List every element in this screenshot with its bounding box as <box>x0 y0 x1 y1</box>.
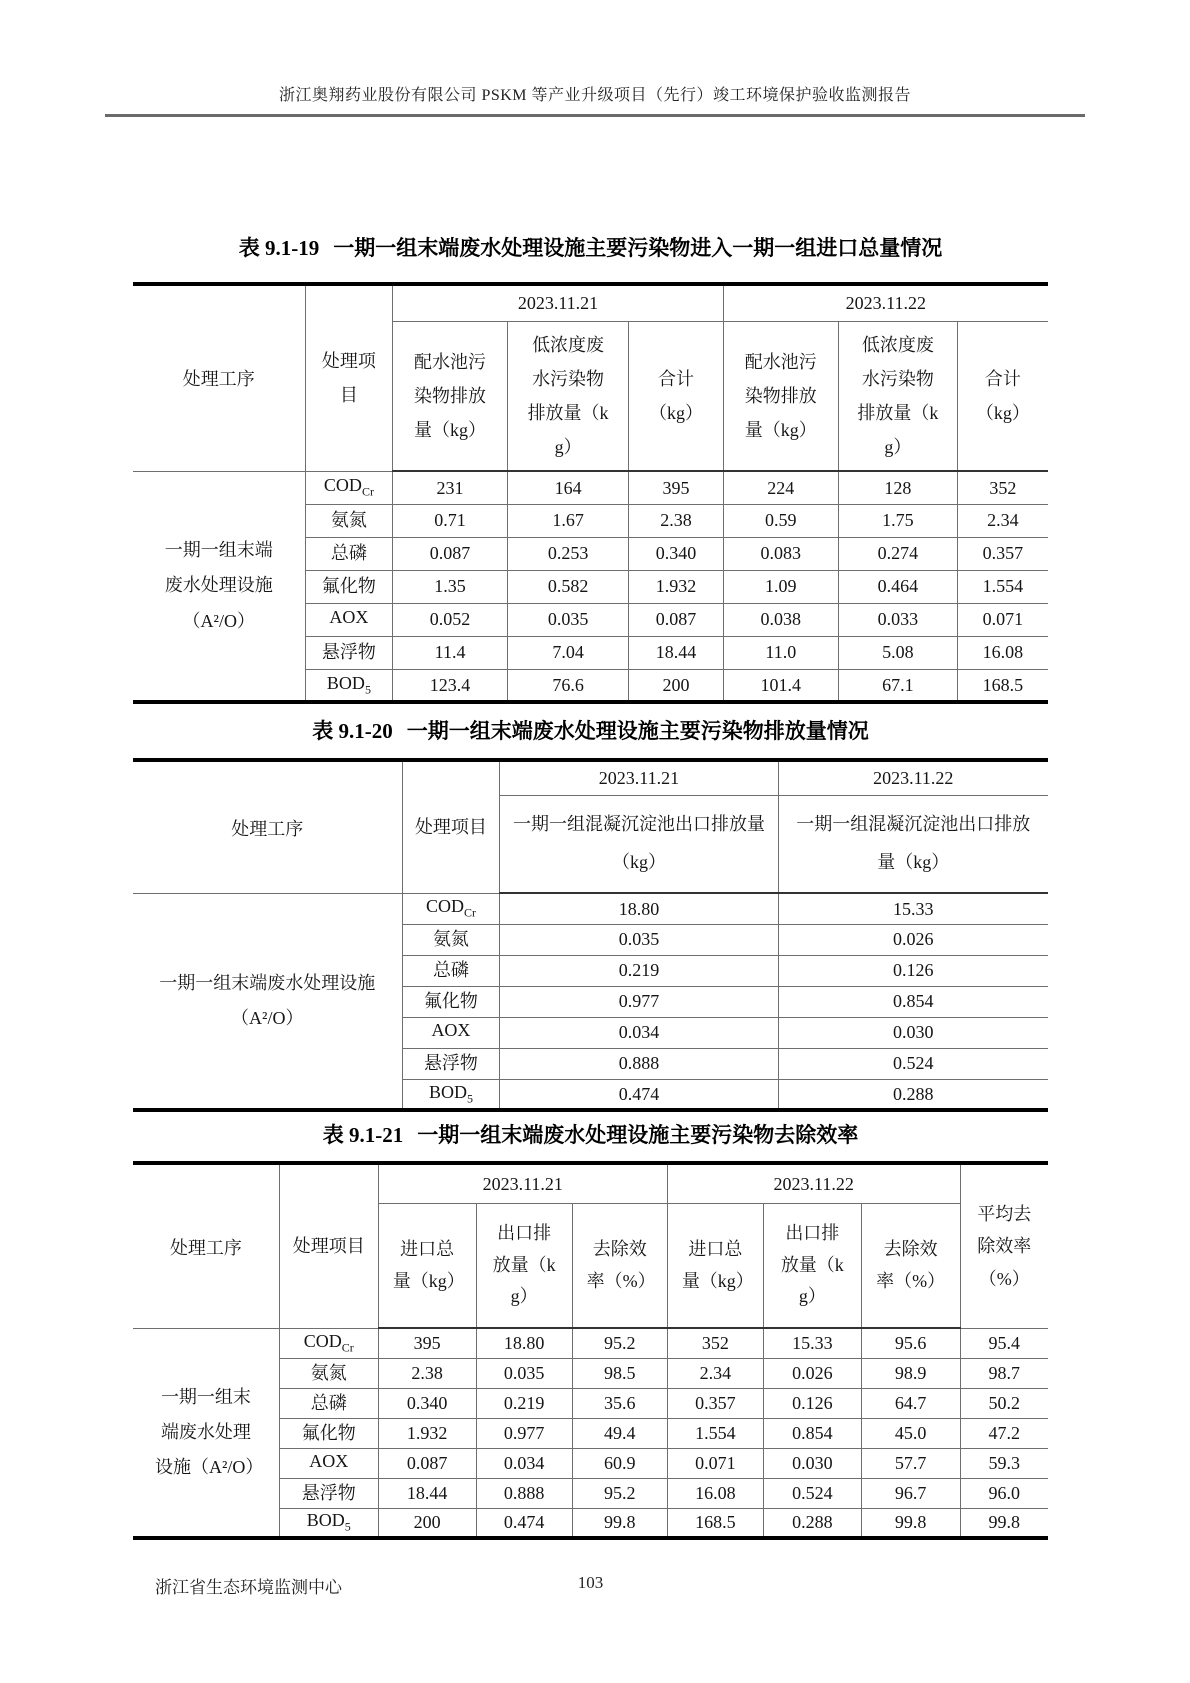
value-cell: 395 <box>629 471 723 504</box>
pollutant-label: COD <box>323 475 362 496</box>
value-cell: 0.034 <box>476 1448 572 1478</box>
value-cell: 18.80 <box>476 1328 572 1358</box>
table-row <box>133 893 1048 924</box>
value-cell: 0.340 <box>629 537 723 570</box>
pollutant-name <box>279 1388 378 1418</box>
header-outlet-discharge-d2: 一期一组混凝沉淀池出口排放量（kg） <box>778 795 1048 893</box>
value-cell: 16.08 <box>957 636 1048 669</box>
pollutant-label: 悬浮物 <box>423 1053 478 1074</box>
value-cell: 64.7 <box>861 1388 960 1418</box>
header-item: 处理项目 <box>279 1163 378 1328</box>
value-cell: 2.38 <box>629 504 723 537</box>
pollutant-subscript: Cr <box>341 1340 354 1355</box>
value-cell: 16.08 <box>667 1478 763 1508</box>
value-cell: 98.5 <box>572 1358 667 1388</box>
value-cell: 0.71 <box>393 504 507 537</box>
pollutant-label: 总磷 <box>310 1392 347 1413</box>
header-date1: 2023.11.21 <box>500 760 778 795</box>
value-cell: 96.7 <box>861 1478 960 1508</box>
table2-title-label: 表 9.1-20 <box>312 719 393 744</box>
value-cell: 96.0 <box>960 1478 1048 1508</box>
value-cell: 352 <box>957 471 1048 504</box>
value-cell: 1.75 <box>838 504 957 537</box>
value-cell: 95.4 <box>960 1328 1048 1358</box>
value-cell: 76.6 <box>507 669 629 702</box>
value-cell: 99.8 <box>572 1508 667 1538</box>
value-cell: 0.888 <box>476 1478 572 1508</box>
value-cell: 0.524 <box>778 1048 1048 1079</box>
value-cell: 0.253 <box>507 537 629 570</box>
value-cell: 0.035 <box>507 603 629 636</box>
value-cell: 0.219 <box>500 955 778 986</box>
value-cell: 35.6 <box>572 1388 667 1418</box>
header-outlet-discharge-d1: 出口排放量（kg） <box>476 1203 572 1328</box>
header-total-d1: 合计（kg） <box>629 321 723 471</box>
value-cell: 7.04 <box>507 636 629 669</box>
table2-body <box>133 893 1048 1110</box>
header-date1: 2023.11.21 <box>378 1163 667 1203</box>
pollutant-label: BOD <box>326 672 365 693</box>
pollutant-subscript: 5 <box>466 1091 473 1106</box>
page-header <box>0 0 1190 117</box>
value-cell: 0.274 <box>838 537 957 570</box>
pollutant-name <box>279 1508 378 1538</box>
value-cell: 99.8 <box>960 1508 1048 1538</box>
value-cell: 200 <box>378 1508 476 1538</box>
value-cell: 0.288 <box>778 1079 1048 1110</box>
table2-title <box>133 718 1048 744</box>
pollutant-label: 氨氮 <box>310 1362 347 1383</box>
page-footer <box>133 1573 1048 1597</box>
table1-title-label: 表 9.1-19 <box>238 236 320 260</box>
pollutant-label: 氨氮 <box>330 510 367 531</box>
pollutant-label: AOX <box>431 1020 471 1041</box>
pollutant-name <box>279 1328 378 1358</box>
value-cell: 128 <box>838 471 957 504</box>
value-cell: 0.083 <box>723 537 838 570</box>
table-inlet-totals <box>133 282 1048 704</box>
value-cell: 1.09 <box>723 570 838 603</box>
header-removal-rate-d2: 去除效率（%） <box>861 1203 960 1328</box>
value-cell: 0.087 <box>393 537 507 570</box>
header-item: 处理项目 <box>305 284 393 471</box>
value-cell: 15.33 <box>778 893 1048 924</box>
pollutant-name <box>305 471 393 504</box>
value-cell: 11.4 <box>393 636 507 669</box>
value-cell: 101.4 <box>723 669 838 702</box>
value-cell: 168.5 <box>667 1508 763 1538</box>
pollutant-subscript: 5 <box>344 1519 351 1534</box>
table-discharge-amounts <box>133 758 1048 1112</box>
table2-date-row <box>133 760 1048 795</box>
value-cell: 0.464 <box>838 570 957 603</box>
value-cell: 0.357 <box>667 1388 763 1418</box>
pollutant-label: 氟化物 <box>301 1422 356 1443</box>
value-cell: 0.357 <box>957 537 1048 570</box>
value-cell: 0.071 <box>957 603 1048 636</box>
table3-date-row <box>133 1163 1048 1203</box>
value-cell: 98.7 <box>960 1358 1048 1388</box>
value-cell: 5.08 <box>838 636 957 669</box>
header-distribution-pool-d2: 配水池污染物排放量（kg） <box>723 321 838 471</box>
value-cell: 0.026 <box>763 1358 861 1388</box>
page-content <box>133 235 1048 1540</box>
pollutant-name <box>402 924 500 955</box>
value-cell: 57.7 <box>861 1448 960 1478</box>
value-cell: 0.474 <box>500 1079 778 1110</box>
value-cell: 0.030 <box>763 1448 861 1478</box>
header-distribution-pool-d1: 配水池污染物排放量（kg） <box>393 321 507 471</box>
value-cell: 11.0 <box>723 636 838 669</box>
header-date2: 2023.11.22 <box>723 284 1048 321</box>
value-cell: 0.071 <box>667 1448 763 1478</box>
value-cell: 0.219 <box>476 1388 572 1418</box>
value-cell: 0.977 <box>476 1418 572 1448</box>
value-cell: 0.524 <box>763 1478 861 1508</box>
report-title: 浙江奥翔药业股份有限公司 PSKM 等产业升级项目（先行）竣工环境保护验收监测报告 <box>278 87 912 104</box>
table3-title-label: 表 9.1-21 <box>322 1123 404 1148</box>
value-cell: 67.1 <box>838 669 957 702</box>
table-removal-efficiency <box>133 1161 1048 1540</box>
value-cell: 95.2 <box>572 1478 667 1508</box>
value-cell: 0.038 <box>723 603 838 636</box>
value-cell: 0.977 <box>500 986 778 1017</box>
footer-organization: 浙江省生态环境监测中心 <box>155 1578 342 1598</box>
pollutant-name <box>305 537 393 570</box>
value-cell: 0.087 <box>378 1448 476 1478</box>
value-cell: 0.854 <box>778 986 1048 1017</box>
pollutant-label: 总磷 <box>432 960 469 981</box>
process-label: 一期一组末端废水处理设施（A²/O） <box>133 471 305 702</box>
pollutant-subscript: Cr <box>361 485 374 500</box>
pollutant-name <box>305 570 393 603</box>
pollutant-label: 氟化物 <box>423 991 478 1012</box>
table3-title <box>133 1122 1048 1148</box>
header-divider <box>105 114 1085 117</box>
pollutant-subscript: 5 <box>364 682 371 697</box>
header-process: 处理工序 <box>133 284 305 471</box>
value-cell: 0.59 <box>723 504 838 537</box>
value-cell: 18.80 <box>500 893 778 924</box>
table-row <box>133 1328 1048 1358</box>
pollutant-label: AOX <box>329 607 369 628</box>
value-cell: 231 <box>393 471 507 504</box>
value-cell: 200 <box>629 669 723 702</box>
value-cell: 2.34 <box>667 1358 763 1388</box>
value-cell: 0.034 <box>500 1017 778 1048</box>
value-cell: 0.035 <box>476 1358 572 1388</box>
value-cell: 164 <box>507 471 629 504</box>
pollutant-name <box>402 1079 500 1110</box>
pollutant-label: BOD <box>428 1081 467 1102</box>
value-cell: 0.888 <box>500 1048 778 1079</box>
table1-title <box>133 235 1048 261</box>
value-cell: 0.052 <box>393 603 507 636</box>
value-cell: 2.38 <box>378 1358 476 1388</box>
value-cell: 0.474 <box>476 1508 572 1538</box>
pollutant-name <box>402 1048 500 1079</box>
pollutant-label: COD <box>303 1330 342 1351</box>
header-process: 处理工序 <box>133 1163 279 1328</box>
value-cell: 99.8 <box>861 1508 960 1538</box>
value-cell: 1.35 <box>393 570 507 603</box>
process-label: 一期一组末端废水处理设施（A²/O） <box>133 893 402 1110</box>
header-inlet-total-d2: 进口总量（kg） <box>667 1203 763 1328</box>
header-total-d2: 合计（kg） <box>957 321 1048 471</box>
value-cell: 1.932 <box>378 1418 476 1448</box>
table1-body <box>133 471 1048 702</box>
header-date1: 2023.11.21 <box>393 284 723 321</box>
value-cell: 1.67 <box>507 504 629 537</box>
value-cell: 123.4 <box>393 669 507 702</box>
pollutant-label: 悬浮物 <box>301 1482 356 1503</box>
value-cell: 0.126 <box>778 955 1048 986</box>
pollutant-name <box>402 893 500 924</box>
header-average-removal: 平均去除效率（%） <box>960 1163 1048 1328</box>
pollutant-label: COD <box>425 896 464 917</box>
value-cell: 0.854 <box>763 1418 861 1448</box>
pollutant-label: 氨氮 <box>432 929 469 950</box>
pollutant-label: 悬浮物 <box>321 642 376 663</box>
pollutant-name <box>279 1478 378 1508</box>
header-low-concentration-d1: 低浓度废水污染物排放量（kg） <box>507 321 629 471</box>
header-process: 处理工序 <box>133 760 402 893</box>
page-number: 103 <box>577 1573 604 1593</box>
value-cell: 0.087 <box>629 603 723 636</box>
header-item: 处理项目 <box>402 760 500 893</box>
header-inlet-total-d1: 进口总量（kg） <box>378 1203 476 1328</box>
value-cell: 95.2 <box>572 1328 667 1358</box>
value-cell: 0.033 <box>838 603 957 636</box>
pollutant-name <box>279 1358 378 1388</box>
header-outlet-discharge-d1: 一期一组混凝沉淀池出口排放量（kg） <box>500 795 778 893</box>
value-cell: 59.3 <box>960 1448 1048 1478</box>
pollutant-name <box>279 1418 378 1448</box>
header-outlet-discharge-d2: 出口排放量（kg） <box>763 1203 861 1328</box>
process-label: 一期一组末端废水处理设施（A²/O） <box>133 1328 279 1538</box>
value-cell: 1.554 <box>957 570 1048 603</box>
value-cell: 47.2 <box>960 1418 1048 1448</box>
value-cell: 0.126 <box>763 1388 861 1418</box>
table-row <box>133 471 1048 504</box>
table3-title-text: 一期一组末端废水处理设施主要污染物去除效率 <box>417 1123 859 1148</box>
value-cell: 224 <box>723 471 838 504</box>
value-cell: 1.554 <box>667 1418 763 1448</box>
value-cell: 18.44 <box>378 1478 476 1508</box>
value-cell: 2.34 <box>957 504 1048 537</box>
value-cell: 352 <box>667 1328 763 1358</box>
value-cell: 395 <box>378 1328 476 1358</box>
pollutant-name <box>402 986 500 1017</box>
value-cell: 45.0 <box>861 1418 960 1448</box>
value-cell: 50.2 <box>960 1388 1048 1418</box>
value-cell: 0.030 <box>778 1017 1048 1048</box>
value-cell: 0.288 <box>763 1508 861 1538</box>
value-cell: 1.932 <box>629 570 723 603</box>
value-cell: 168.5 <box>957 669 1048 702</box>
pollutant-name <box>402 955 500 986</box>
value-cell: 0.035 <box>500 924 778 955</box>
header-low-concentration-d2: 低浓度废水污染物排放量（kg） <box>838 321 957 471</box>
pollutant-label: 总磷 <box>330 543 367 564</box>
table2-title-text: 一期一组末端废水处理设施主要污染物排放量情况 <box>406 719 869 744</box>
header-date2: 2023.11.22 <box>667 1163 960 1203</box>
pollutant-name <box>402 1017 500 1048</box>
pollutant-label: AOX <box>309 1450 349 1471</box>
value-cell: 0.026 <box>778 924 1048 955</box>
header-date2: 2023.11.22 <box>778 760 1048 795</box>
pollutant-name <box>305 669 393 702</box>
pollutant-label: 氟化物 <box>321 576 376 597</box>
value-cell: 98.9 <box>861 1358 960 1388</box>
pollutant-name <box>305 504 393 537</box>
value-cell: 95.6 <box>861 1328 960 1358</box>
value-cell: 0.340 <box>378 1388 476 1418</box>
value-cell: 18.44 <box>629 636 723 669</box>
header-removal-rate-d1: 去除效率（%） <box>572 1203 667 1328</box>
value-cell: 0.582 <box>507 570 629 603</box>
pollutant-name <box>305 636 393 669</box>
pollutant-name <box>305 603 393 636</box>
pollutant-subscript: Cr <box>463 906 476 921</box>
value-cell: 49.4 <box>572 1418 667 1448</box>
table1-title-text: 一期一组末端废水处理设施主要污染物进入一期一组进口总量情况 <box>333 236 943 260</box>
pollutant-name <box>279 1448 378 1478</box>
pollutant-label: BOD <box>306 1510 345 1531</box>
table3-body <box>133 1328 1048 1538</box>
table1-date-row <box>133 284 1048 321</box>
value-cell: 15.33 <box>763 1328 861 1358</box>
value-cell: 60.9 <box>572 1448 667 1478</box>
